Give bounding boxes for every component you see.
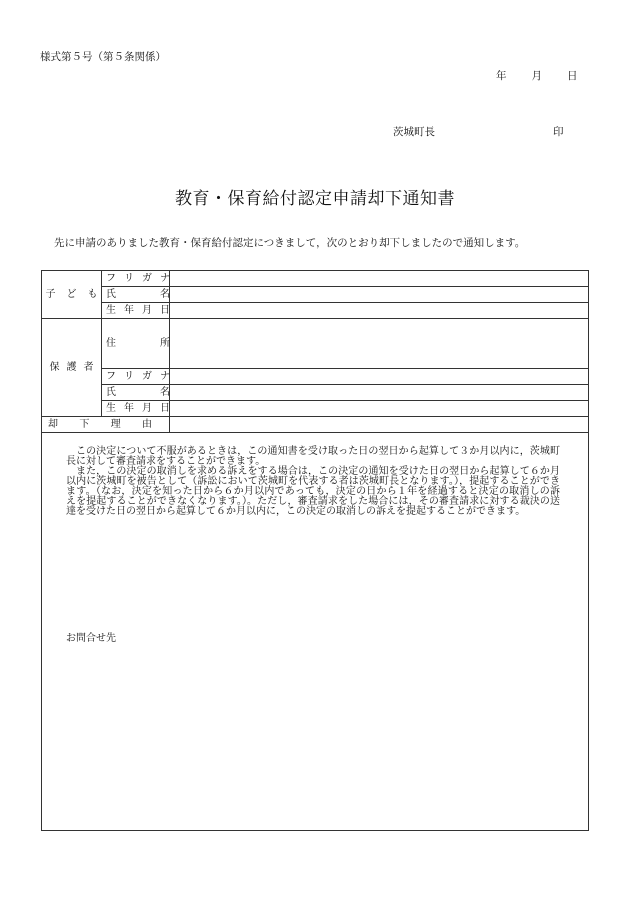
seal-mark: 印 [553,126,564,138]
child-birthdate-field[interactable] [170,303,589,319]
inquiry-label: お問合せ先 [66,633,116,644]
child-furigana-label: フ リ ガ ナ [102,271,170,287]
month-label: 月 [531,70,542,82]
intro-text: 先に申請のありました教育・保育給付認定につきまして，次のとおり却下しましたので通知します。 [54,237,526,249]
child-label: 子 ど も [45,288,98,300]
child-furigana-field[interactable] [170,271,589,287]
guardian-address-label: 住 所 [102,319,170,369]
child-name-field[interactable] [170,287,589,303]
lawsuit-paragraph: また，この決定の取消しを求める訴えをする場合は，この決定の通知を受けた日の翌日から起算して６か月以内に茨城町を被告として（訴訟において茨城町を代表する者は茨城町長となります。），提起することができます。（なお，決定を知った日から６か月以内であっても，決定の日から１年を経過すると決定の取消しの訴えを提起することができなくなります。）。ただし，審査請求をした場合には，その審査請求に対する裁決の送達を受けた日の翌日から起算して６か月以内に，この決定の取消しの訴えを提起することができます。 [66,466,560,517]
guardian-group-label [42,319,102,417]
child-birthdate-label: 生 年 月 日 [102,303,170,319]
guardian-furigana-field[interactable] [170,369,589,385]
guardian-birthdate-field[interactable] [170,401,589,417]
guardian-name-field[interactable] [170,385,589,401]
year-label: 年 [496,70,507,82]
child-name-label: 氏 名 [102,287,170,303]
issuer-line [393,124,564,139]
notice-body [42,433,589,831]
guardian-label: 保 護 者 [49,361,94,373]
guardian-name-label: 氏 名 [102,385,170,401]
notice-form-table [41,270,589,831]
guardian-furigana-label: フ リ ガ ナ [102,369,170,385]
appeal-paragraph: この決定について不服があるときは，この通知書を受け取った日の翌日から起算して３か月以内に，茨城町長に対して審査請求をすることができます。 [66,446,560,467]
document-title: 教育・保育給付認定申請却下通知書 [175,189,455,209]
child-group-label [42,271,102,319]
reason-field[interactable] [170,417,589,433]
day-label: 日 [567,70,578,82]
guardian-address-field[interactable] [170,319,589,369]
guardian-birthdate-label: 生 年 月 日 [102,401,170,417]
date-line [496,68,578,83]
reason-label: 却 下 理 由 [42,417,170,433]
issuer-name: 茨城町長 [393,126,435,138]
form-number: 様式第５号（第５条関係） [40,51,166,63]
